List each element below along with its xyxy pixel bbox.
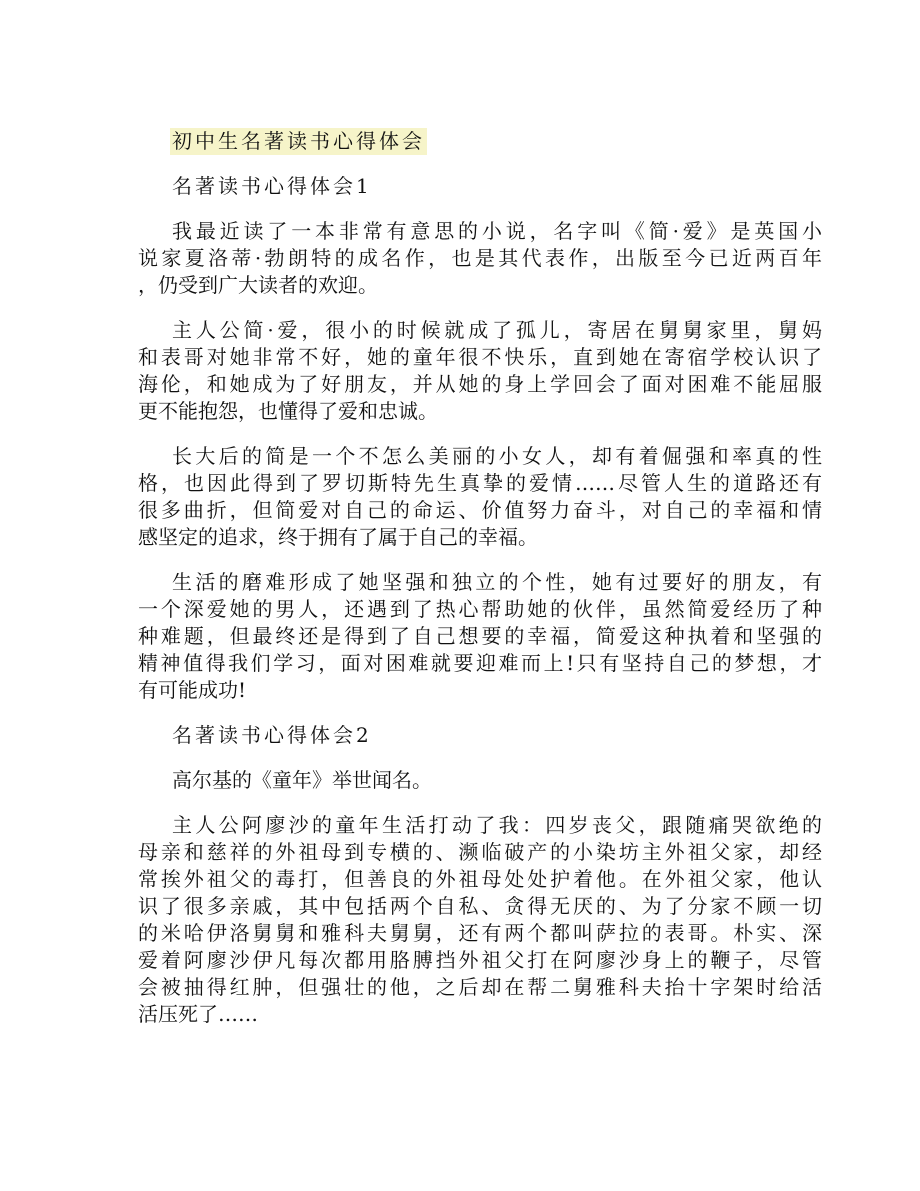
paragraph-line: 识了很多亲戚，其中包括两个自私、贪得无厌的、为了分家不顾一切: [138, 894, 822, 918]
paragraph-line: 爱着阿廖沙伊凡每次都用胳膊挡外祖父打在阿廖沙身上的鞭子，尽管: [138, 948, 822, 972]
paragraph-line: 我最近读了一本非常有意思的小说，名字叫《简·爱》是英国小: [172, 219, 822, 243]
section-heading: 名著读书心得体会1: [172, 174, 372, 198]
paragraph-line: 一个深爱她的男人，还遇到了热心帮助她的伙伴，虽然简爱经历了种: [138, 597, 822, 621]
paragraph-line: 感坚定的追求，终于拥有了属于自己的幸福。: [138, 525, 538, 549]
paragraph-line: 格，也因此得到了罗切斯特先生真挚的爱情……尽管人生的道路还有: [138, 471, 822, 495]
paragraph-line: 长大后的简是一个不怎么美丽的小女人，却有着倔强和率真的性: [172, 444, 822, 468]
paragraph: [138, 767, 822, 794]
paragraph: [138, 812, 822, 1028]
paragraph-line: 母亲和慈祥的外祖母到专横的、濒临破产的小染坊主外祖父家，却经: [138, 840, 822, 864]
paragraph-line: 常挨外祖父的毒打，但善良的外祖母处处护着他。在外祖父家，他认: [138, 867, 822, 891]
paragraph-line: 的米哈伊洛舅舅和雅科夫舅舅，还有两个都叫萨拉的表哥。朴实、深: [138, 921, 822, 945]
paragraph-line: 海伦，和她成为了好朋友，并从她的身上学回会了面对困难不能屈服: [138, 372, 822, 396]
document-title: 初中生名著读书心得体会: [172, 129, 425, 153]
paragraph-line: ，仍受到广大读者的欢迎。: [138, 273, 378, 297]
paragraph: [138, 443, 822, 551]
paragraph-line: 更不能抱怨，也懂得了爱和忠诚。: [138, 399, 438, 423]
paragraph-line: 活压死了……: [138, 1002, 258, 1026]
paragraph-line: 精神值得我们学习，面对困难就要迎难而上!只有坚持自己的梦想，才: [138, 651, 822, 675]
document-body: [138, 128, 822, 1046]
paragraph: [138, 569, 822, 704]
paragraph: [138, 317, 822, 425]
sections: [138, 173, 822, 1028]
paragraph-line: 主人公阿廖沙的童年生活打动了我：四岁丧父，跟随痛哭欲绝的: [172, 813, 822, 837]
paragraph-line: 高尔基的《童年》举世闻名。: [172, 768, 432, 792]
paragraph: [138, 218, 822, 299]
section-heading: 名著读书心得体会2: [172, 723, 372, 747]
paragraph-line: 生活的磨难形成了她坚强和独立的个性，她有过要好的朋友，有: [172, 570, 822, 594]
paragraph-line: 说家夏洛蒂·勃朗特的成名作，也是其代表作，出版至今已近两百年: [138, 246, 822, 270]
paragraph-line: 很多曲折，但简爱对自己的命运、价值努力奋斗，对自己的幸福和情: [138, 498, 822, 522]
paragraph-line: 有可能成功!: [138, 678, 247, 702]
paragraph-line: 和表哥对她非常不好，她的童年很不快乐，直到她在寄宿学校认识了: [138, 345, 822, 369]
paragraph-line: 主人公简·爱，很小的时候就成了孤儿，寄居在舅舅家里，舅妈: [172, 318, 822, 342]
paragraph-line: 种难题，但最终还是得到了自己想要的幸福，简爱这种执着和坚强的: [138, 624, 822, 648]
paragraph-line: 会被抽得红肿，但强壮的他，之后却在帮二舅雅科夫抬十字架时给活: [138, 975, 822, 999]
